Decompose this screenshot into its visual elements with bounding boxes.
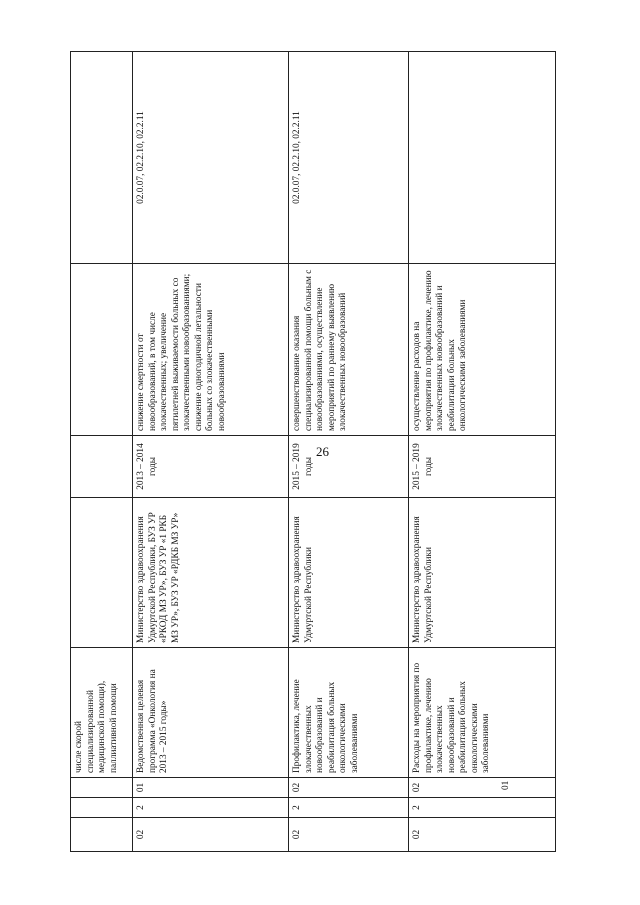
cell-name: Расходы на мероприятия по профилактике, лечению злокачественных новообразований и реабилитации больных онкологическими заболеваниями: [409, 648, 556, 778]
cell-code-3: 02: [289, 778, 409, 798]
table-row: [71, 52, 133, 852]
cell-executor: Министерство здравоохранения Удмуртской Республики: [289, 498, 409, 648]
cell-period: 2015 – 2019 годы: [289, 436, 409, 498]
cell-executor: Министерство здравоохранения Удмуртской Республики: [409, 498, 556, 648]
cell-code-2: 2: [289, 798, 409, 818]
cell-indicators: [409, 52, 556, 264]
cell-period: [71, 436, 133, 498]
cell-code-2: 2: [133, 798, 289, 818]
cell-name: Профилактика, лечение злокачественных новообразований и реабилитация больных онкологическими заболеваниями: [289, 648, 409, 778]
cell-code-3: 01: [133, 778, 289, 798]
cell-code-1: [71, 818, 133, 852]
cell-result: снижение смертности от новообразований, в том числе злокачественных; увеличение пятилетней выживаемости больных со злокачественными новообразованиями; снижение одногодичной летальности больных со злокачественными новообразованиями: [133, 264, 289, 436]
table-row: [133, 52, 289, 852]
cell-code-2: 2: [409, 798, 556, 818]
cell-indicators: [71, 52, 133, 264]
page-number: 26: [316, 444, 329, 459]
cell-code-2: [71, 798, 133, 818]
cell-result: осуществление расходов на мероприятия по профилактике, лечению злокачественных новообразований и реабилитации больных онкологическими заболеваниями: [409, 264, 556, 436]
program-table: [70, 51, 556, 852]
table-row: [289, 52, 409, 852]
cell-indicators: 02.0.07, 02.2.10, 02.2.11: [289, 52, 409, 264]
cell-executor: [71, 498, 133, 648]
rotated-table-container: [70, 52, 555, 852]
cell-code-3: 02: [409, 778, 556, 798]
cell-code-1: 02: [289, 818, 409, 852]
cell-period: 2015 – 2019 годы: [409, 436, 556, 498]
cell-code-3: [71, 778, 133, 798]
cell-name: Ведомственная целевая программа «Онкология на 2013 – 2015 годы»: [133, 648, 289, 778]
cell-code-1: 02: [409, 818, 556, 852]
cell-code-1: 02: [133, 818, 289, 852]
cell-period: 2013 – 2014 годы: [133, 436, 289, 498]
table-row: [409, 52, 556, 852]
cell-result: совершенствование оказания специализированной помощи больным с новообразованиями, осуществление мероприятий по раннему выявлению злокачественных новообразований: [289, 264, 409, 436]
cell-name: числе скорой специализированной медицинской помощи), паллиативной помощи: [71, 648, 133, 778]
cell-indicators: 02.0.07, 02.2.10, 02.2.11: [133, 52, 289, 264]
cell-executor: Министерство здравоохранения Удмуртской Республики, БУЗ УР «РКОД МЗ УР», БУЗ УР «1 РКБ МЗ УР», БУЗ УР «РДКБ МЗ УР»: [133, 498, 289, 648]
cell-result: [71, 264, 133, 436]
row-extra-code: 01: [501, 780, 511, 790]
